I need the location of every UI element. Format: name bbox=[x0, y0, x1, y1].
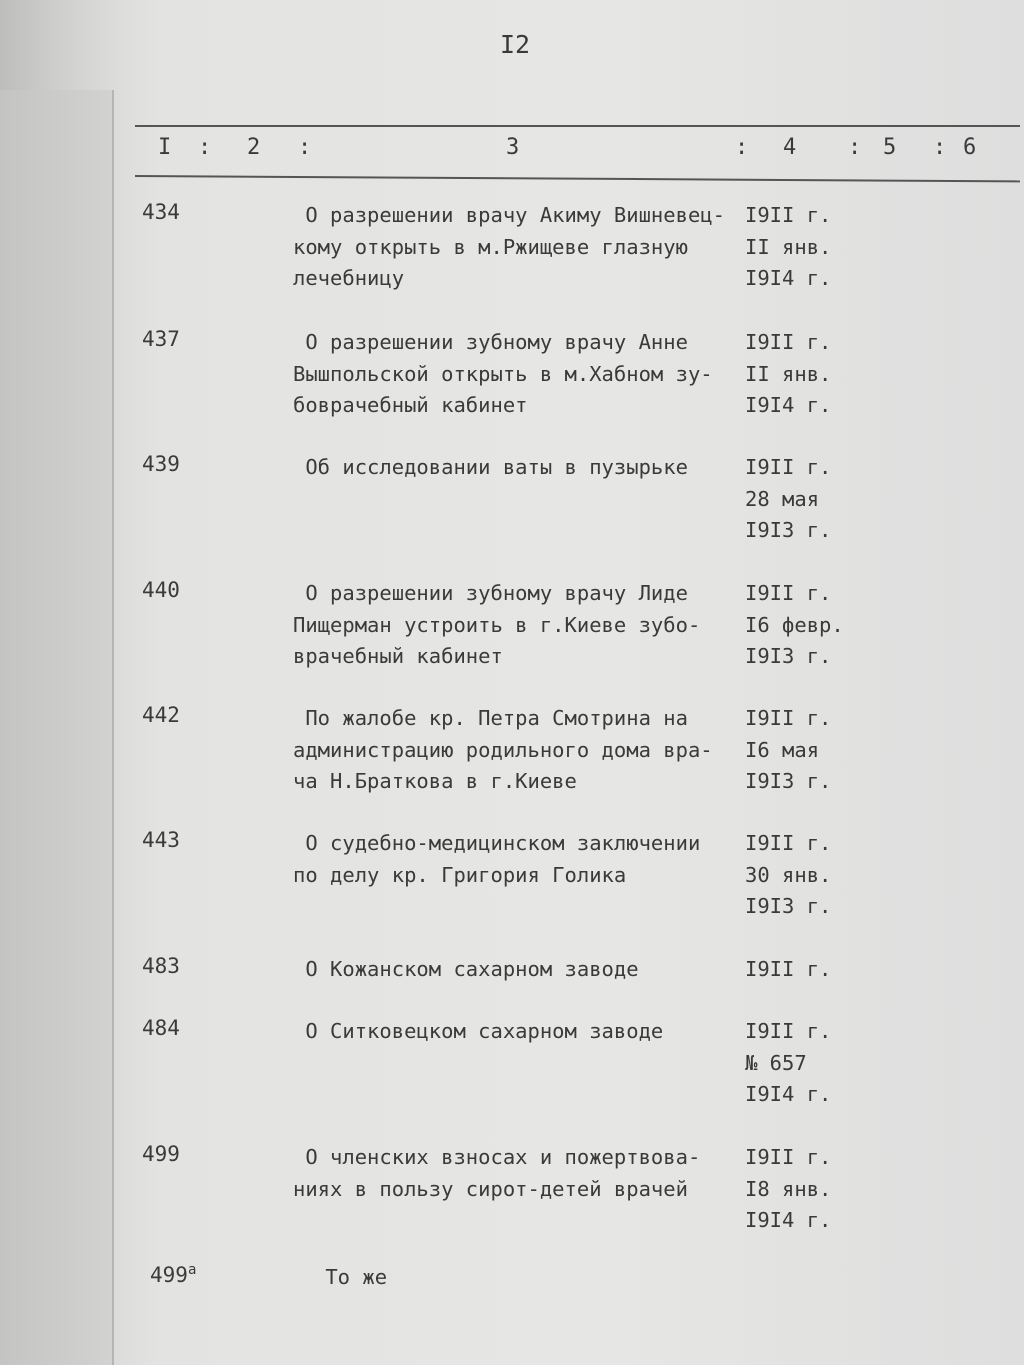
date-line: I9I4 г. bbox=[745, 1082, 832, 1106]
description-line: Пищерман устроить в г.Киеве зубо- bbox=[293, 612, 701, 637]
description-line: По жалобе кр. Петра Смотрина на bbox=[293, 706, 688, 730]
entry-number-text: 439 bbox=[142, 452, 180, 476]
description-line: Вышпольской открыть в м.Хабном зу- bbox=[293, 361, 713, 386]
entry-number bbox=[142, 327, 180, 351]
entry-number bbox=[142, 954, 180, 978]
entry-dates bbox=[745, 828, 831, 923]
date-line: II янв. bbox=[745, 234, 832, 259]
description-line: О судебно-медицинском заключении bbox=[293, 831, 701, 855]
entry-dates bbox=[745, 452, 831, 547]
entry-dates bbox=[745, 954, 831, 986]
entry-description bbox=[293, 452, 733, 484]
date-line: I9I4 г. bbox=[745, 266, 832, 290]
page-number: I2 bbox=[500, 30, 531, 59]
entry-number-text: 499 bbox=[142, 1142, 180, 1166]
header-separator: : bbox=[198, 135, 212, 160]
entry-number-text: 499 bbox=[150, 1263, 188, 1287]
date-line: I9II г. bbox=[745, 330, 832, 354]
entry-dates bbox=[745, 703, 831, 798]
date-line: I6 мая bbox=[745, 737, 820, 762]
description-line: О Кожанском сахарном заводе bbox=[293, 957, 639, 981]
description-line: То же bbox=[313, 1265, 388, 1289]
description-line: О Ситковецком сахарном заводе bbox=[293, 1019, 664, 1043]
date-line: I9II г. bbox=[745, 203, 832, 227]
date-line: I9I4 г. bbox=[745, 393, 832, 417]
header-col-2: 2 bbox=[247, 135, 261, 160]
entry-description bbox=[313, 1262, 753, 1294]
header-col-5: 5 bbox=[883, 135, 897, 160]
header-separator: : bbox=[298, 135, 312, 160]
entry-number bbox=[142, 578, 180, 602]
entry-description bbox=[293, 954, 733, 986]
date-line: II янв. bbox=[745, 361, 832, 386]
entry-number bbox=[142, 1142, 180, 1166]
description-line: ча Н.Браткова в г.Киеве bbox=[293, 769, 577, 793]
entry-description bbox=[293, 1016, 733, 1048]
entry-description bbox=[293, 200, 733, 295]
entry-number bbox=[142, 1016, 180, 1040]
entry-dates bbox=[745, 1142, 831, 1237]
entry-dates bbox=[745, 1016, 831, 1111]
description-line: Об исследовании ваты в пузырьке bbox=[293, 455, 688, 479]
description-line: ниях в пользу сирот-детей врачей bbox=[293, 1176, 688, 1201]
entry-description bbox=[293, 1142, 733, 1205]
description-line: администрацию родильного дома вра- bbox=[293, 737, 713, 762]
entry-description bbox=[293, 327, 733, 422]
entry-dates bbox=[745, 327, 831, 422]
date-line: I9II г. bbox=[745, 1019, 832, 1043]
entry-number-text: 484 bbox=[142, 1016, 180, 1040]
date-line: I9I4 г. bbox=[745, 1208, 832, 1232]
entry-description bbox=[293, 703, 733, 798]
date-line: I9I3 г. bbox=[745, 518, 832, 542]
date-line: 28 мая bbox=[745, 486, 820, 511]
entry-number-text: 437 bbox=[142, 327, 180, 351]
entry-number-superscript: а bbox=[187, 1262, 197, 1278]
date-line: I9II г. bbox=[745, 1145, 832, 1169]
date-line: I9I3 г. bbox=[745, 769, 832, 793]
date-line: I9II г. bbox=[745, 831, 832, 855]
date-line: I9I3 г. bbox=[745, 644, 832, 668]
entry-number bbox=[142, 452, 180, 476]
description-line: О разрешении зубному врачу Анне bbox=[293, 330, 688, 354]
entry-dates bbox=[745, 200, 831, 295]
description-line: по делу кр. Григория Голика bbox=[293, 862, 627, 887]
entry-number-text: 443 bbox=[142, 828, 180, 852]
description-line: О разрешении врачу Акиму Вишневец- bbox=[293, 203, 725, 227]
entry-number-text: 442 bbox=[142, 703, 180, 727]
header-separator: : bbox=[933, 135, 947, 160]
description-line: О разрешении зубному врачу Лиде bbox=[293, 581, 688, 605]
entry-number bbox=[142, 828, 180, 852]
header-col-4: 4 bbox=[783, 135, 797, 160]
entry-dates bbox=[745, 578, 844, 673]
header-col-1: I bbox=[158, 135, 172, 160]
entry-description bbox=[293, 828, 733, 891]
description-line: лечебницу bbox=[293, 266, 405, 290]
header-col-3: 3 bbox=[506, 135, 520, 160]
header-bottom-rule bbox=[135, 175, 1020, 182]
date-line: № 657 bbox=[745, 1050, 807, 1075]
date-line: I8 янв. bbox=[745, 1176, 832, 1201]
header-separator: : bbox=[848, 135, 862, 160]
entry-number bbox=[150, 1262, 196, 1287]
entry-number-text: 434 bbox=[142, 200, 180, 224]
date-line: I9II г. bbox=[745, 455, 832, 479]
description-line: боврачебный кабинет bbox=[293, 393, 528, 417]
date-line: I9II г. bbox=[745, 581, 832, 605]
binding-edge bbox=[0, 90, 114, 1365]
date-line: I6 февр. bbox=[745, 612, 844, 637]
date-line: I9II г. bbox=[745, 957, 832, 981]
description-line: кому открыть в м.Ржищеве глазную bbox=[293, 234, 688, 259]
entry-number bbox=[142, 703, 180, 727]
entry-number-text: 440 bbox=[142, 578, 180, 602]
description-line: врачебный кабинет bbox=[293, 644, 503, 668]
entry-description bbox=[293, 578, 733, 673]
entry-number bbox=[142, 200, 180, 224]
date-line: 30 янв. bbox=[745, 862, 832, 887]
header-col-6: 6 bbox=[963, 135, 977, 160]
header-top-rule bbox=[135, 125, 1020, 127]
header-separator: : bbox=[735, 135, 749, 160]
date-line: I9II г. bbox=[745, 706, 832, 730]
entry-number-text: 483 bbox=[142, 954, 180, 978]
date-line: I9I3 г. bbox=[745, 894, 832, 918]
description-line: О членских взносах и пожертвова- bbox=[293, 1145, 701, 1169]
